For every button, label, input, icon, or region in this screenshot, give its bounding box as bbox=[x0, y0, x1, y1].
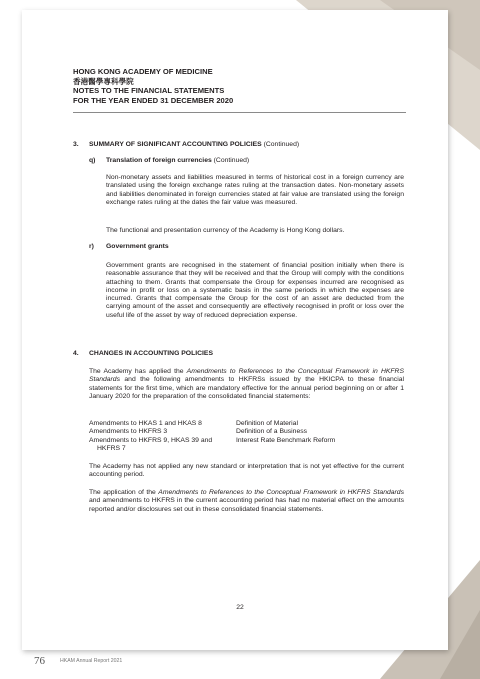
document-title: NOTES TO THE FINANCIAL STATEMENTS bbox=[73, 86, 225, 96]
amendment-standard: Amendments to HKFRS 9, HKAS 39 and bbox=[89, 436, 213, 444]
subsection-q-label: q) bbox=[89, 157, 96, 164]
section-4-para-1-pre: The Academy has applied the bbox=[89, 368, 187, 375]
subsection-q-title: Translation of foreign currencies bbox=[106, 157, 212, 164]
section-4-para-3-post: and amendments to HKFRS in the current accounting period has had no material effect on the amounts reported and/or disclosures set out in these consolidated financial statements. bbox=[89, 497, 404, 513]
header-divider bbox=[73, 112, 406, 113]
section-4-para-3 bbox=[89, 489, 404, 514]
report-page-number: 76 bbox=[34, 655, 45, 667]
section-4-para-1-post: and the following amendments to HKFRSs issued by the HKICPA to these financial statements for the first time, which are mandatory effective for the annual period beginning on or after 1 January 2020 for the preparation of the consolidated financial statements: bbox=[89, 376, 404, 400]
section-4-para-1 bbox=[89, 368, 404, 401]
section-3-title: SUMMARY OF SIGNIFICANT ACCOUNTING POLICIES bbox=[89, 141, 262, 148]
table-row bbox=[89, 437, 335, 445]
amendment-standard: HKFRS 7 bbox=[97, 444, 126, 452]
section-4-number: 4. bbox=[73, 350, 79, 357]
amendment-topic: Definition of a Business bbox=[236, 428, 308, 436]
section-4-para-3-pre: The application of the bbox=[89, 489, 159, 496]
subsection-r-para-1: Government grants are recognised in the statement of financial position initially when there is reasonable assurance that they will be received and that the Group will comply with the conditions attaching to them. Grants that compensate the Group for expenses incurred are recognised as income in profit or loss on a systematic basis in the same periods in which the expenses are incurred. Grants that compensate the Group for the cost of an asset are deducted from the carrying amount of the asset and consequently are effectively recognised in profit or loss over the useful life of the asset by way of reduced depreciation expense. bbox=[106, 262, 404, 319]
section-4-para-1-italic: Amendments to References to the Conceptual Framework in HKFRS Standards bbox=[89, 368, 404, 384]
reporting-period: FOR THE YEAR ENDED 31 DECEMBER 2020 bbox=[73, 95, 234, 105]
section-3-number: 3. bbox=[73, 141, 79, 148]
section-4-para-3-italic: Amendments to References to the Conceptual Framework in HKFRS Standards bbox=[158, 489, 404, 496]
subsection-q-heading bbox=[106, 157, 249, 165]
amendment-topic: Definition of Material bbox=[236, 420, 298, 427]
subsection-q-suffix: (Continued) bbox=[213, 157, 250, 164]
subsection-q-para-2: The functional and presentation currency of the Academy is Hong Kong dollars. bbox=[106, 227, 345, 234]
amendment-standard: Amendments to HKFRS 3 bbox=[89, 428, 168, 436]
org-name-en: HONG KONG ACADEMY OF MEDICINE bbox=[73, 67, 213, 76]
amendment-topic: Interest Rate Benchmark Reform bbox=[236, 436, 336, 444]
subsection-r-label: r) bbox=[89, 243, 94, 250]
section-3-heading bbox=[89, 141, 299, 149]
amendments-table bbox=[89, 420, 335, 453]
report-footer-label: HKAM Annual Report 2021 bbox=[60, 658, 123, 664]
page-header bbox=[73, 67, 233, 105]
scanned-page bbox=[22, 10, 448, 650]
table-row bbox=[89, 445, 335, 453]
section-3-suffix: (Continued) bbox=[263, 141, 300, 148]
subsection-r-title: Government grants bbox=[106, 243, 169, 250]
section-4-title: CHANGES IN ACCOUNTING POLICIES bbox=[89, 350, 213, 357]
inner-page-number: 22 bbox=[236, 604, 244, 611]
amendment-standard: Amendments to HKAS 1 and HKAS 8 bbox=[89, 420, 202, 427]
table-row bbox=[89, 420, 335, 428]
org-name-zh: 香港醫學專科學院 bbox=[73, 76, 134, 86]
section-4-para-2: The Academy has not applied any new standard or interpretation that is not yet effective for the current accounting period. bbox=[89, 463, 404, 479]
table-row bbox=[89, 428, 335, 436]
subsection-q-para-1: Non-monetary assets and liabilities measured in terms of historical cost in a foreign currency are translated using the foreign exchange rates ruling at the transaction dates. Non-monetary assets and liabilities denominated in foreign currencies stated at fair value are translated using the foreign exchange rates ruling at the dates the fair value was measured. bbox=[106, 174, 404, 206]
